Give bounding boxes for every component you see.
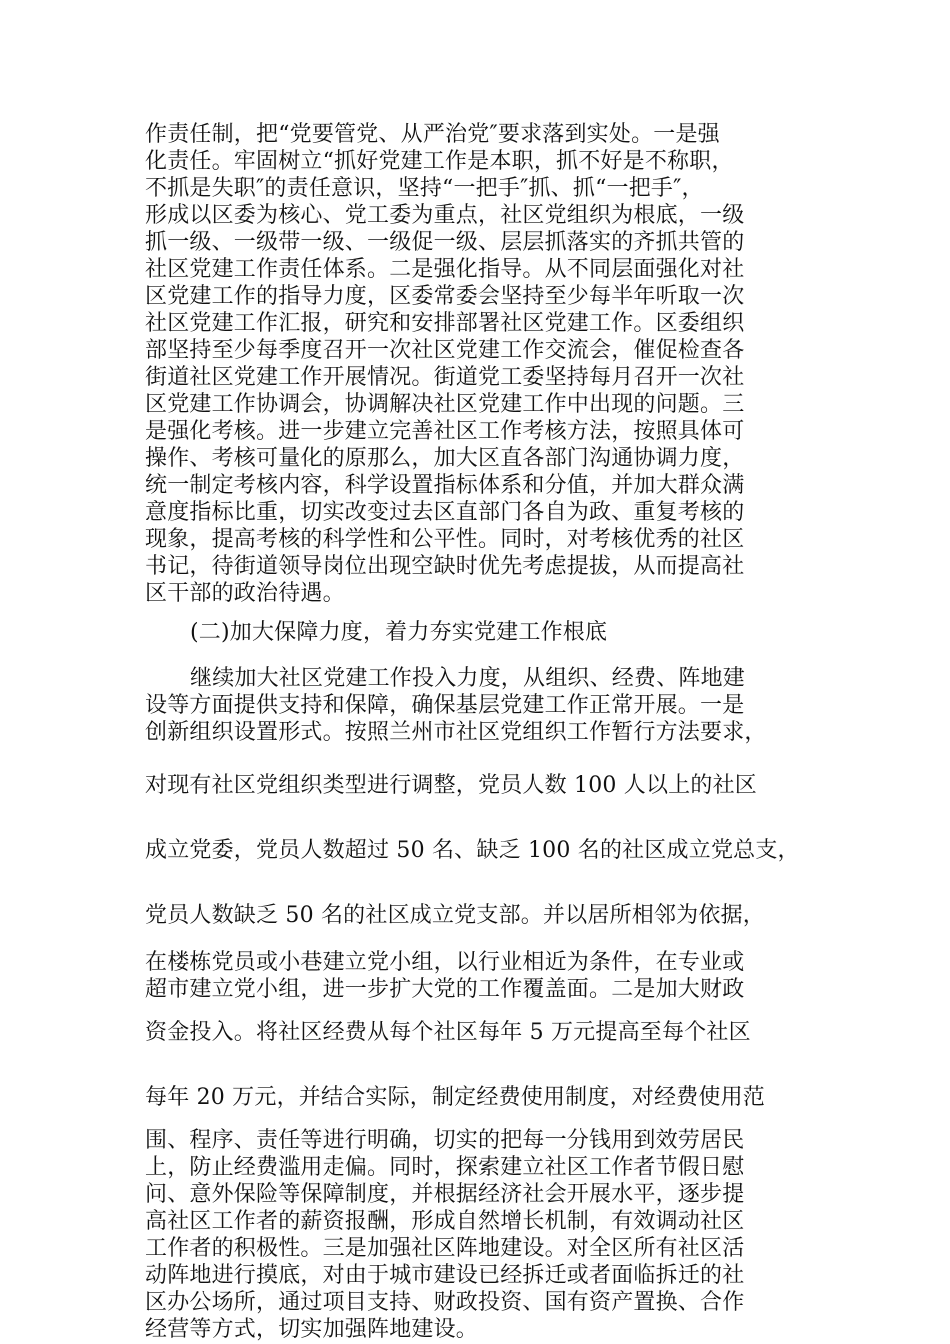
- paragraph-line: 社区党建工作责任体系。二是强化指导。从不同层面强化对社: [145, 257, 745, 282]
- paragraph-line: 不抓是失职″的责任意识，坚持“一把手″抓、抓“一把手″，: [145, 176, 704, 201]
- paragraph-line: 街道社区党建工作开展情况。街道党工委坚持每月召开一次社: [145, 365, 745, 390]
- paragraph-line: 党员人数缺乏 50 名的社区成立党支部。并以居所相邻为依据，: [145, 903, 765, 928]
- paragraph-line: 书记，待街道领导岗位出现空缺时优先考虑提拔，从而提高社: [145, 554, 745, 579]
- paragraph-line: 工作者的积极性。三是加强社区阵地建设。对全区所有社区活: [145, 1236, 745, 1261]
- paragraph-line: 问、意外保险等保障制度，并根据经济社会开展水平，逐步提: [145, 1182, 745, 1207]
- paragraph-line: 统一制定考核内容，科学设置指标体系和分值，并加大群众满: [145, 473, 745, 498]
- paragraph-line: 围、程序、责任等进行明确，切实的把每一分钱用到效劳居民: [145, 1128, 745, 1153]
- paragraph-line: 动阵地进行摸底，对由于城市建设已经拆迁或者面临拆迁的社: [145, 1263, 745, 1288]
- paragraph-line: 资金投入。将社区经费从每个社区每年 5 万元提高至每个社区: [145, 1020, 751, 1045]
- paragraph-line: 创新组织设置形式。按照兰州市社区党组织工作暂行方法要求，: [145, 720, 767, 745]
- paragraph-line: 部坚持至少每季度召开一次社区党建工作交流会，催促检查各: [145, 338, 745, 363]
- paragraph-line: 抓一级、一级带一级、一级促一级、层层抓落实的齐抓共管的: [145, 230, 745, 255]
- paragraph-line: 每年 20 万元，并结合实际，制定经费使用制度，对经费使用范: [145, 1085, 765, 1110]
- paragraph-line: 形成以区委为核心、党工委为重点，社区党组织为根底，一级: [145, 203, 745, 228]
- paragraph-line: 在楼栋党员或小巷建立党小组，以行业相近为条件，在专业或: [145, 950, 745, 975]
- paragraph-line: 化责任。牢固树立“抓好党建工作是本职，抓不好是不称职，: [145, 149, 734, 174]
- paragraph-line: 超市建立党小组，进一步扩大党的工作覆盖面。二是加大财政: [145, 977, 745, 1002]
- paragraph-line: 高社区工作者的薪资报酬，形成自然增长机制，有效调动社区: [145, 1209, 745, 1234]
- paragraph-line: 现象，提高考核的科学性和公平性。同时，对考核优秀的社区: [145, 527, 745, 552]
- paragraph-line: 区党建工作协调会，协调解决社区党建工作中出现的问题。三: [145, 392, 745, 417]
- paragraph-line: 区党建工作的指导力度，区委常委会坚持至少每半年听取一次: [145, 284, 745, 309]
- paragraph-line: 对现有社区党组织类型进行调整，党员人数 100 人以上的社区: [145, 773, 757, 798]
- paragraph-line: 操作、考核可量化的原那么，加大区直各部门沟通协调力度，: [145, 446, 745, 471]
- paragraph-line: 是强化考核。进一步建立完善社区工作考核方法，按照具体可: [145, 419, 745, 444]
- section-heading: (二)加大保障力度，着力夯实党建工作根底: [190, 620, 608, 645]
- paragraph-line: 作责任制，把“党要管党、从严治党″要求落到实处。一是强: [145, 122, 720, 147]
- paragraph-line: 区办公场所，通过项目支持、财政投资、国有资产置换、合作: [145, 1290, 745, 1315]
- paragraph-line: 社区党建工作汇报，研究和安排部署社区党建工作。区委组织: [145, 311, 745, 336]
- paragraph-line: 区干部的政治待遇。: [145, 581, 345, 606]
- paragraph-line: 上，防止经费滥用走偏。同时，探索建立社区工作者节假日慰: [145, 1155, 745, 1180]
- paragraph-line: 意度指标比重，切实改变过去区直部门各自为政、重复考核的: [145, 500, 745, 525]
- paragraph-line: 经营等方式，切实加强阵地建设。: [145, 1317, 479, 1342]
- paragraph-line: 继续加大社区党建工作投入力度，从组织、经费、阵地建: [190, 666, 746, 691]
- paragraph-line: 成立党委，党员人数超过 50 名、缺乏 100 名的社区成立党总支，: [145, 838, 800, 863]
- paragraph-line: 设等方面提供支持和保障，确保基层党建工作正常开展。一是: [145, 693, 745, 718]
